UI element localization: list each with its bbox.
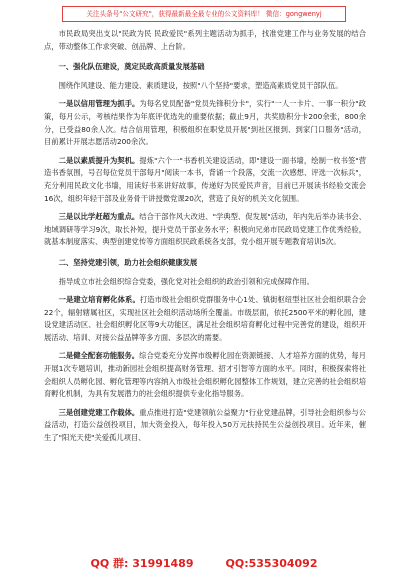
section-1-item <box>44 98 366 148</box>
item-lead: 三是以比学赶超为重点。 <box>58 212 140 222</box>
item-lead: 三是创建党建工作载体。 <box>58 407 140 417</box>
item-lead: 一是建立培育孵化体系。 <box>58 295 140 305</box>
section-2-intro: 指导成立市社会组织综合党委，强化党对社会组织的政治引领和完成保障作用。 <box>58 276 314 286</box>
qq-group-number: QQ 群: 31991489 <box>90 557 194 570</box>
section-2-item <box>44 407 366 445</box>
footer-contact <box>0 556 408 572</box>
section-1-item <box>44 155 366 205</box>
item-text: 提炼"六个一"书香机关建设活动，即"建设一面书墙，绘制一枚书签"营造书香氛围，号召每位党员干部每月"阅读一本书，背诵一个段落，交流一次感想、评选一次标兵"，充分利用民政文化书墙，用读好书来讲好故事，传递好为民爱民声音，目前已开展读书经验交流会16次，组织年轻干部及业务骨干讲授微党课20次，营造了良好的机关文化氛围。 <box>44 155 366 203</box>
item-text: 重点推进打造"党建领航公益聚力"行业党建品牌，引导社会组织参与公益活动，打造公益创投项目，加大资金投入，每年投入50万元扶持民生公益创投项目。近年来，催生了"阳光天使"关爱孤儿项目、 <box>44 407 367 443</box>
item-lead: 二是健全配套功能服务。 <box>58 351 140 361</box>
item-text: 结合干部作风大改进、"学典型、促发展"活动，年内先后举办读书会、地域调研等学习9次，取长补短，提升党员干部业务水平；积极向兄弟市民政局党建工作优秀经验，就基本制度落实、典型创建党传等方面组织民政系统各支部，党小组开展专题教育培训5次。 <box>44 212 367 247</box>
section-2-item <box>44 294 366 344</box>
qq-number: QQ:535304092 <box>225 557 318 570</box>
intro-paragraph: 市民政局突出支以"民政为民 民政爱民"系列主题活动为抓手，找准党建工作与业务发展的结合点，带动整体工作求突破、创品牌、上台阶。 <box>44 29 366 51</box>
item-text: 综合党委充分发挥市级孵化园在资源链接、人才培养方面的优势，每月开展1次专题培训，推动新园社会组织提高财务管理、招才引智等方面的水平。同时，积极探索将社会组织人员孵化园、孵化管理等内容纳入市级社会组织孵化园整体工作规划，建立完善的社会组织培育孵化机制，为具有发展潜力的社会组织提供专业化指导服务。 <box>44 351 367 399</box>
document-body <box>44 28 366 451</box>
section-2-heading: 二、坚持党建引领，助力社会组织健康发展 <box>58 257 198 267</box>
section-1-heading: 一、强化队伍建设，奠定民政高质量发展基础 <box>58 62 205 72</box>
section-1-intro: 围绕作风建设、能力建设、素质建设，按照"八个坚持"要求，塑造高素质党员干部队伍。 <box>58 80 343 90</box>
section-2-item <box>44 350 366 400</box>
section-1-item <box>44 211 366 249</box>
item-text: 打造市级社会组织党群服务中心1处、镇街枢纽型社区社会组织联合会22个，辐射辖属社区，实现社区社会组织活动场所全覆盖。市级层面，依托2500平米的孵化园，建设党建活动区、社会组织孵化区等9大功能区，满足社会组织培育孵化过程中完善党的建设，组织开展活动、培训、对接公益品牌等多方面、多层次的需要。 <box>44 295 367 342</box>
item-lead: 二是以素质提升为契机。 <box>58 155 140 165</box>
header-banner: 关注头条号"公文研究"，获得最新最全最专业的公文资料库！ 微信：gongwenyj <box>62 6 346 22</box>
item-lead: 一是以信用管理为抓手。 <box>58 99 140 109</box>
item-text: 为每名党员配备"党员先锋积分卡"，实行"一人一卡片、一事一积分"政策，每月公示，考核结果作为年底评优选先的重要依据；截止9月，共奖励积分卡200余张，800余分，已受益80余人次。结合信用管理，积极组织在职党员开展"到社区报到、到家门口服务"活动，目前累计开展志愿活动200余次。 <box>44 99 366 147</box>
